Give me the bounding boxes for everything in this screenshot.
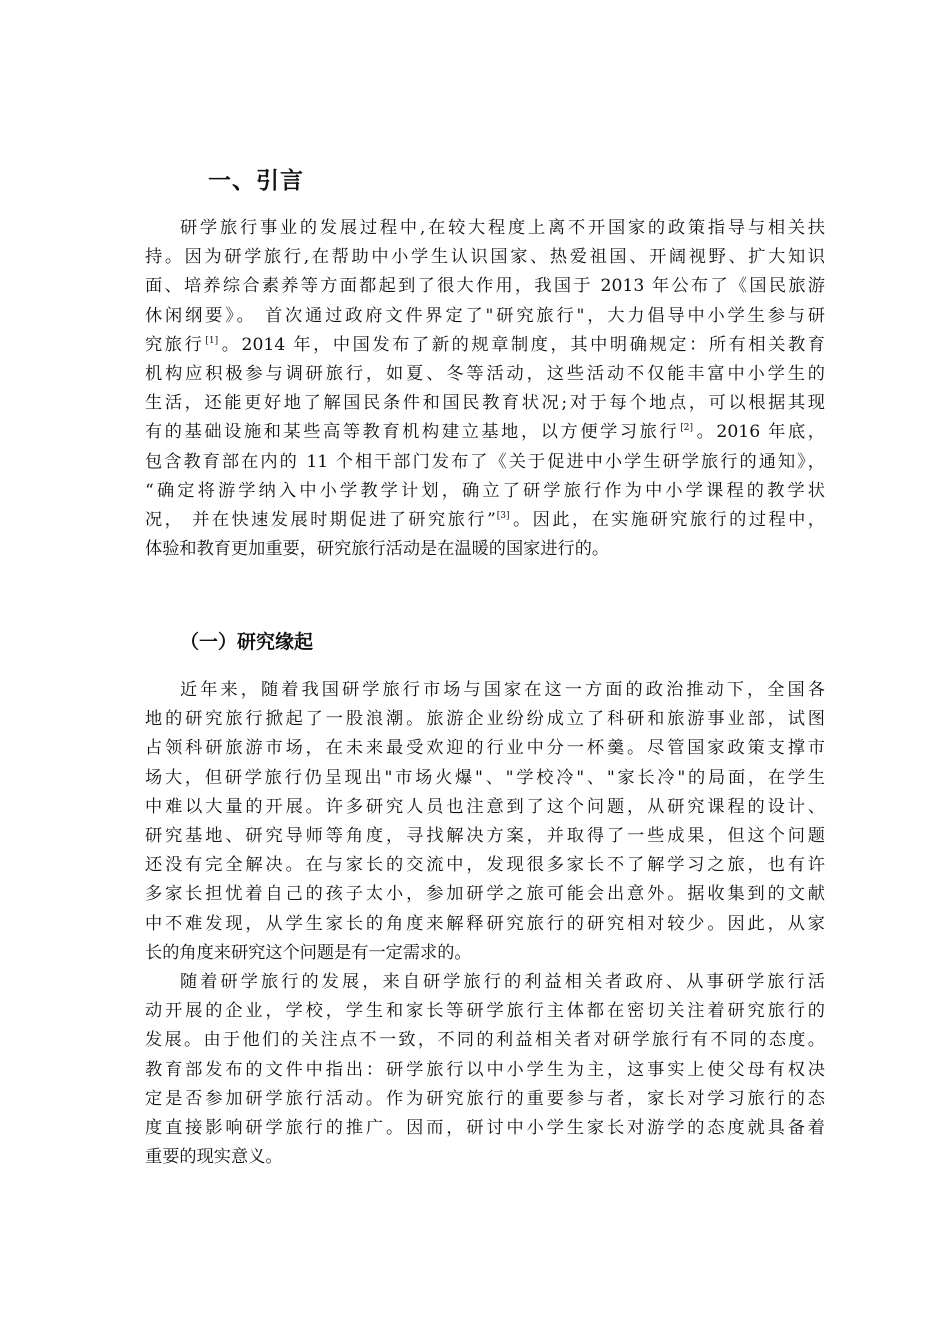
- paragraph-policy-background: [145, 214, 825, 564]
- paragraph-research-significance: [145, 968, 825, 1172]
- text-line: [145, 535, 825, 564]
- line-text: 地的研究旅行掀起了一股浪潮。旅游企业纷纷成立了科研和旅游事业部，试图: [145, 709, 825, 730]
- heading-introduction: 一、引言: [208, 168, 304, 194]
- line-text: 场大，但研学旅行仍呈现出"市场火爆"、"学校冷"、"家长冷"的局面，在学生: [145, 767, 825, 788]
- citation-marker: [2]: [680, 423, 694, 434]
- line-text: 定是否参加研学旅行活动。作为研究旅行的重要参与者，家长对学习旅行的态: [145, 1088, 825, 1109]
- line-text: 多家长担忧着自己的孩子太小，参加研学之旅可能会出意外。据收集到的文献: [145, 884, 825, 905]
- citation-marker: [3]: [496, 510, 510, 521]
- line-text: 重要的现实意义。: [145, 1147, 283, 1168]
- text-line: [145, 1114, 825, 1143]
- text-line: [145, 1026, 825, 1055]
- line-text: 研学旅行事业的发展过程中,在较大程度上离不开国家的政策指导与相关扶: [180, 218, 825, 238]
- line-text-continued: 。因此，在实施研究旅行的过程中，: [510, 509, 825, 530]
- text-line: [145, 214, 825, 243]
- text-line: [145, 1085, 825, 1114]
- line-text: 近年来，随着我国研学旅行市场与国家在这一方面的政治推动下，全国各: [180, 680, 825, 700]
- text-line: [145, 793, 825, 822]
- line-text: 随着研学旅行的发展，来自研学旅行的利益相关者政府、从事研学旅行活: [180, 972, 825, 992]
- text-line: [145, 506, 825, 535]
- line-text: 占领科研旅游市场，在未来最受欢迎的行业中分一杯羹。尽管国家政策支撑市: [145, 738, 825, 759]
- line-text: 况， 并在快速发展时期促进了研究旅行”: [145, 509, 496, 530]
- line-text-continued: 。2014 年，中国发布了新的规章制度，其中明确规定：所有相关教育: [219, 334, 825, 355]
- line-text: 研究基地、研究导师等角度，寻找解决方案，并取得了一些成果，但这个问题: [145, 825, 825, 846]
- line-text: 长的角度来研究这个问题是有一定需求的。: [145, 942, 472, 963]
- line-text: 面、培养综合素养等方面都起到了很大作用，我国于 2013 年公布了《国民旅游: [145, 276, 825, 297]
- text-line: [145, 272, 825, 301]
- line-text: 度直接影响研学旅行的推广。因而，研讨中小学生家长对游学的态度就具备着: [145, 1117, 825, 1138]
- line-text: 生活，还能更好地了解国民条件和国民教育状况;对于每个地点，可以根据其现: [145, 393, 825, 414]
- text-line: [145, 851, 825, 880]
- line-text: 机构应积极参与调研旅行，如夏、冬等活动，这些活动不仅能丰富中小学生的: [145, 363, 825, 384]
- text-line: [145, 331, 825, 360]
- line-text: 休闲纲要》。 首次通过政府文件界定了"研究旅行"，大力倡导中小学生参与研: [145, 305, 825, 326]
- line-text: 动开展的企业，学校，学生和家长等研学旅行主体都在密切关注着研究旅行的: [145, 1001, 825, 1022]
- text-line: [145, 822, 825, 851]
- line-text: 教育部发布的文件中指出：研学旅行以中小学生为主，这事实上使父母有权决: [145, 1059, 825, 1080]
- line-text: “确定将游学纳入中小学教学计划，确立了研学旅行作为中小学课程的教学状: [145, 480, 825, 501]
- text-line: [145, 360, 825, 389]
- line-text: 包含教育部在内的 11 个相干部门发布了《关于促进中小学生研学旅行的通知》，: [145, 451, 825, 472]
- text-line: [145, 764, 825, 793]
- line-text: 持。因为研学旅行,在帮助中小学生认识国家、热爱祖国、开阔视野、扩大知识: [145, 247, 825, 268]
- line-text: 还没有完全解决。在与家长的交流中，发现很多家长不了解学习之旅，也有许: [145, 855, 825, 876]
- paragraph-research-motivation: [145, 676, 825, 968]
- text-line: [145, 389, 825, 418]
- text-line: [145, 1143, 825, 1172]
- text-line: [145, 939, 825, 968]
- line-text: 体验和教育更加重要，研究旅行活动是在温暖的国家进行的。: [145, 539, 610, 560]
- text-line: [145, 968, 825, 997]
- text-line: [145, 243, 825, 272]
- text-line: [145, 997, 825, 1026]
- text-line: [145, 676, 825, 705]
- text-line: [145, 705, 825, 734]
- line-text: 发展。由于他们的关注点不一致，不同的利益相关者对研学旅行有不同的态度。: [145, 1030, 825, 1051]
- line-text: 有的基础设施和某些高等教育机构建立基地，以方便学习旅行: [145, 422, 680, 443]
- text-line: [145, 302, 825, 331]
- line-text-continued: 。2016 年底，: [694, 422, 825, 443]
- line-text: 中不难发现，从学生家长的角度来解释研究旅行的研究相对较少。因此，从家: [145, 913, 825, 934]
- line-text: 中难以大量的开展。许多研究人员也注意到了这个问题，从研究课程的设计、: [145, 796, 825, 817]
- line-text: 究旅行: [145, 334, 205, 355]
- text-line: [145, 880, 825, 909]
- text-line: [145, 418, 825, 447]
- text-line: [145, 1056, 825, 1085]
- text-line: [145, 477, 825, 506]
- heading-research-origin: （一）研究缘起: [180, 631, 314, 653]
- text-line: [145, 448, 825, 477]
- text-line: [145, 910, 825, 939]
- text-line: [145, 734, 825, 763]
- citation-marker: [1]: [205, 335, 219, 346]
